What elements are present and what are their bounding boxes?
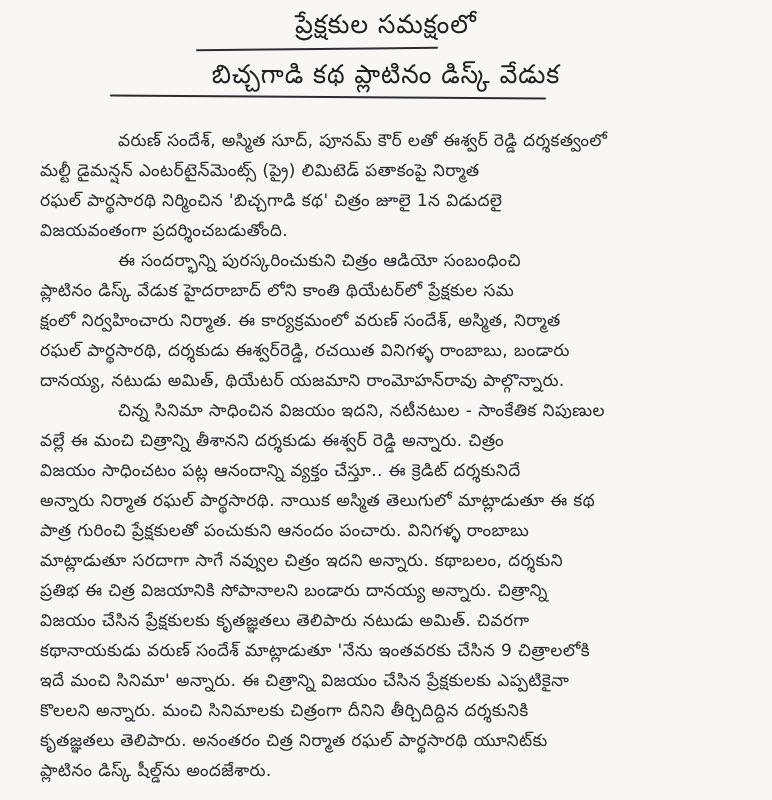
body-line: వల్లే ఈ మంచి చిత్రాన్ని తీశానని దర్శకుడు ఈశ్వర్ రెడ్డి అన్నారు. చిత్రం — [40, 431, 505, 451]
body-line: కృతజ్ఞతలు తెలిపారు. అనంతరం చిత్ర నిర్మాత రఘల్ పార్థసారథి యూనిట్‌కు — [40, 731, 548, 751]
body-line: పాత్ర గురించి ప్రేక్షకులతో పంచుకుని ఆనందం పంచారు. వినిగళ్ళ రాంబాబు — [40, 521, 530, 541]
body-line: అన్నారు నిర్మాత రఘల్ పార్థసారథి. నాయిక అస్మిత తెలుగులో మాట్లాడుతూ ఈ కథ — [40, 491, 596, 511]
heading-underline-2 — [110, 94, 546, 99]
body-line: విజయవంతంగా ప్రదర్శించబడుతోంది. — [40, 221, 289, 241]
body-line: చిన్న సినిమా సాధించిన విజయం ఇదని, నటీనటుల - సాంకేతిక నిపుణుల — [118, 401, 605, 421]
body-line: కొలలని అన్నారు. మంచి సినిమాలకు చిత్రంగా దీనిని తీర్చిదిద్దిన దర్శకునికి — [40, 701, 529, 721]
page-heading-line-1: ప్రేక్షకుల సమక్షంలో — [295, 10, 477, 40]
body-line: విజయం చేసిన ప్రేక్షకులకు కృతజ్ఞతలు తెలిపారు నటుడు అమిత్. చివరగా — [40, 611, 530, 631]
body-line: క్షంలో నిర్వహించారు నిర్మాత. ఈ కార్యక్రమంలో వరుణ్ సందేశ్, అస్మిత, నిర్మాత — [40, 311, 561, 331]
body-line: ప్లాటినం డిస్క్ వేడుక హైదరాబాద్ లోని కాంతి థియేటర్‌లో ప్రేక్షకుల సమ — [40, 281, 515, 301]
body-line: విజయం సాధించటం పట్ల ఆనందాన్ని వ్యక్తం చేస్తూ.. ఈ క్రెడిట్ దర్శకునిదే — [40, 461, 521, 481]
body-line: ఈ సందర్భాన్ని పురస్కరించుకుని చిత్రం ఆడియో సంబంధించి — [118, 251, 521, 271]
body-line: రఘల్ పార్థసారథి నిర్మించిన 'బిచ్చగాడి కథ' చిత్రం జూలై 1న విడుదలై — [40, 191, 503, 211]
body-line: కథానాయకుడు వరుణ్ సందేశ్ మాట్లాడుతూ 'నేను ఇంతవరకు చేసిన 9 చిత్రాలలోకి — [40, 641, 591, 661]
body-line: ఇదే మంచి సినిమా' అన్నారు. ఈ చిత్రాన్ని విజయం చేసిన ప్రేక్షకులకు ఎప్పటికైనా — [40, 671, 570, 691]
heading-underline-1 — [196, 47, 438, 52]
body-line: మల్టీ డైమన్షన్ ఎంటర్‌టైన్‌మెంట్స్ (ప్రై) లిమిటెడ్ పతాకంపై నిర్మాత — [40, 161, 480, 181]
body-line: రఘల్ పార్థసారథి, దర్శకుడు ఈశ్వర్‌రెడ్డి, రచయిత వినిగళ్ళ రాంబాబు, బండారు — [40, 341, 570, 361]
body-line: మాట్లాడుతూ సరదాగా సాగే నవ్వుల చిత్రం ఇదని అన్నారు. కథాబలం, దర్శకుని — [40, 551, 563, 571]
body-line: వరుణ్ సందేశ్, అస్మిత సూద్, పూనమ్ కౌర్ లతో ఈశ్వర్ రెడ్డి దర్శకత్వంలో — [118, 131, 608, 151]
body-line: ప్రతిభ ఈ చిత్ర విజయానికి సోపానాలని బండారు దానయ్య అన్నారు. చిత్రాన్ని — [40, 581, 548, 601]
page-heading-line-2: బిచ్చగాడి కథ ప్లాటినం డిస్క్ వేడుక — [211, 60, 561, 90]
body-line: ప్లాటినం డిస్క్ షీల్డ్‌ను అందజేశారు. — [40, 761, 272, 781]
body-line: దానయ్య, నటుడు అమిత్, థియేటర్ యజమాని రాంమోహన్‌రావు పాల్గొన్నారు. — [40, 371, 565, 391]
